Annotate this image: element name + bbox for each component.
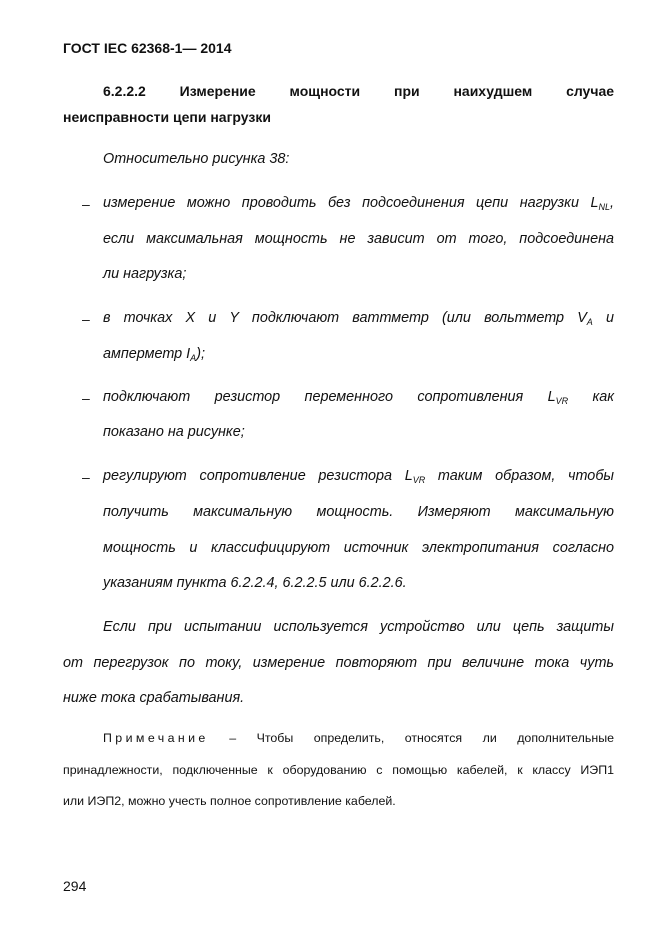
section-number: 6.2.2.2 xyxy=(103,83,146,99)
list-item-2-line1: в точках X и Y подключают ваттметр (или вольтметр $V_A$ и xyxy=(103,310,614,327)
list-item-2-line2: амперметр $I_A$); xyxy=(103,346,205,363)
list-item-1-line1: измерение можно проводить без подсоединения цепи нагрузки $L_{NL}$, xyxy=(103,195,614,212)
section-heading-line2: неисправности цепи нагрузки xyxy=(63,109,271,125)
list-item-4-line3: мощность и классифицируют источник электропитания согласно xyxy=(103,540,614,556)
heading-word: Измерение xyxy=(179,83,256,99)
section-heading-line1 xyxy=(63,73,614,109)
list-dash: – xyxy=(82,311,90,327)
heading-word: случае xyxy=(566,83,615,99)
list-dash: – xyxy=(82,390,90,406)
list-item-1-line3: ли нагрузка; xyxy=(103,266,187,282)
note-line2: принадлежности, подключенные к оборудованию с помощью кабелей, к классу ИЭП1 xyxy=(63,763,614,777)
paragraph-line3: ниже тока срабатывания. xyxy=(63,690,245,706)
list-item-1-line2: если максимальная мощность не зависит от того, подсоединена xyxy=(103,231,614,247)
note-label: Примечание xyxy=(103,731,209,745)
paragraph-line2: от перегрузок по току, измерение повторяют при величине тока чуть xyxy=(63,655,614,671)
list-dash: – xyxy=(82,196,90,212)
heading-word: наихудшем xyxy=(453,83,533,99)
note-line1: Примечание – Чтобы определить, относятся ли дополнительные xyxy=(103,731,614,745)
list-item-4-line1: регулируют сопротивление резистора $L_{VR}$ таким образом, чтобы xyxy=(103,468,614,485)
list-dash: – xyxy=(82,469,90,485)
document-header: ГОСТ IEC 62368-1― 2014 xyxy=(63,40,232,56)
list-item-4-line2: получить максимальную мощность. Измеряют максимальную xyxy=(103,504,614,520)
note-line3: или ИЭП2, можно учесть полное сопротивление кабелей. xyxy=(63,794,396,808)
list-item-4-line4: указаниям пункта 6.2.2.4, 6.2.2.5 или 6.2.2.6. xyxy=(103,575,407,591)
heading-word: при xyxy=(393,83,420,99)
intro-text: Относительно рисунка 38: xyxy=(103,151,290,167)
page-number: 294 xyxy=(63,878,87,894)
list-item-3-line1: подключают резистор переменного сопротивления $L_{VR}$ как xyxy=(103,389,615,406)
list-item-3-line2: показано на рисунке; xyxy=(103,424,245,440)
paragraph-line1: Если при испытании используется устройство или цепь защиты xyxy=(103,619,614,635)
heading-word: мощности xyxy=(289,83,361,99)
